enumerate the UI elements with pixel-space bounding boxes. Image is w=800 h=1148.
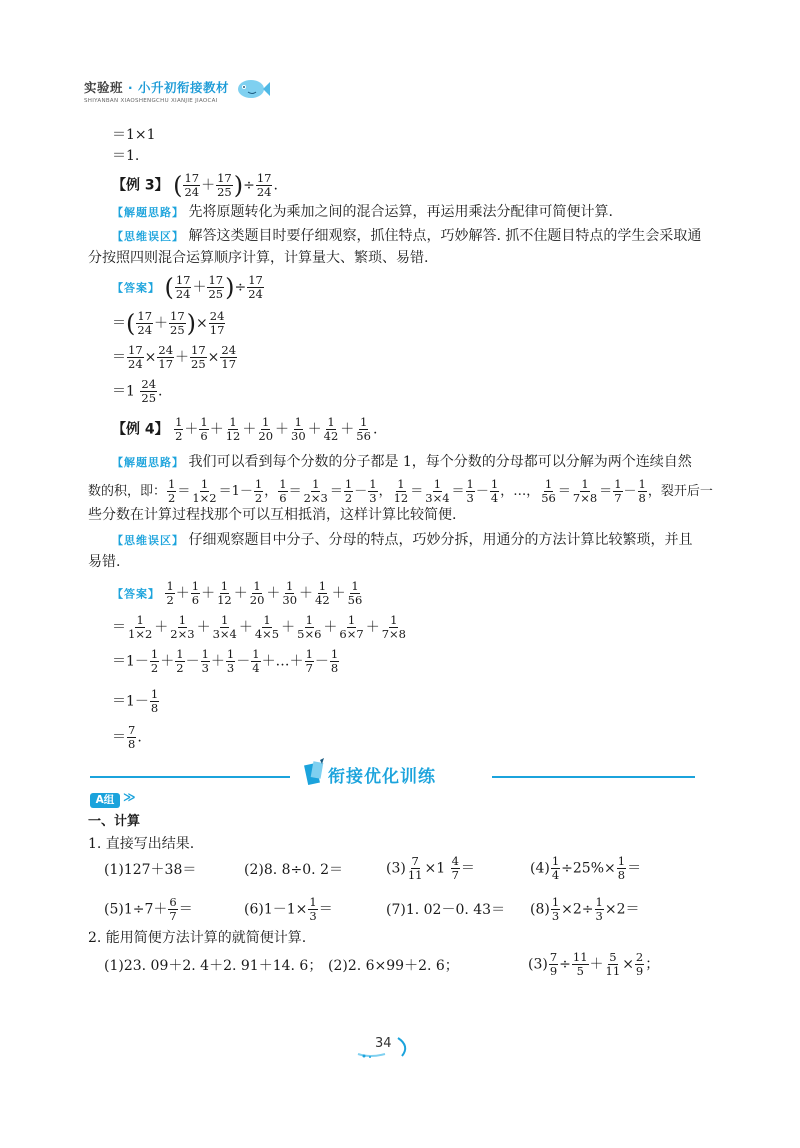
- page-header: [84, 78, 284, 118]
- divider-line-left: [90, 776, 290, 778]
- section-title: 衔接优化训练: [328, 767, 436, 787]
- q1-item-6: (6)1－1× $\frac{1}{3}$ ＝: [244, 895, 333, 923]
- example-4-answer-line-2: ＝ $\frac{1}{1\times 2}$ ＋ $\frac{1}{2\times 3}$ ＋ $\frac{1}{3\times 4}$ ＋ $\frac{1}{4\times 5}$ ＋ $\frac{1}{5\times 6}$ ＋ $\frac{1}{6\times 7}$ ＋ $\frac{1}{7\times 8}$: [112, 613, 406, 641]
- example-4-mistake-line-2: 易错.: [88, 554, 121, 570]
- prev-step-line-1: ＝1×1: [112, 127, 156, 143]
- idea-tag: 【解题思路】: [112, 206, 184, 219]
- example-4-label: 【例 4】: [112, 421, 169, 438]
- calc-section-heading: 一、计算: [88, 814, 141, 829]
- divider-line-right: [492, 776, 695, 778]
- section-title-bar: [90, 766, 695, 788]
- example-3-answer-result: ＝1 $\frac{24}{25}$ .: [112, 377, 163, 405]
- header-pinyin: SHIYANBAN XIAOSHENGCHU XIANJIE JIAOCAI: [84, 98, 218, 104]
- q2-item-3: (3) $\frac{7}{9}$ ÷ $\frac{11}{5}$ ＋ $\frac{5}{11}$ × $\frac{2}{9}$ ；: [528, 950, 660, 978]
- example-4-idea-line-1: 【解题思路】 我们可以看到每个分数的分子都是 1，每个分数的分母都可以分解为两个连续自然: [112, 454, 692, 470]
- example-4-idea-line-2: 数的积，即： $\frac{1}{2}$ ＝ $\frac{1}{1\times 2}$ ＝1－ $\frac{1}{2}$ ， $\frac{1}{6}$ ＝ $\frac{1}{2\times 3}$ ＝ $\frac{1}{2}$ － $\frac{1}{3}$ ， $\frac{1}{12}$ ＝ $\frac{1}{3\times 4}$ ＝ $\frac{1}{3}$ － $\frac{1}{4}$ ，…， $\frac{1}{56}$ ＝ $\frac{1}{7\times 8}$ ＝ $\frac{1}{7}$ － $\frac{1}{8}$ ，裂开后一: [88, 477, 713, 505]
- example-3-label: 【例 3】: [112, 177, 169, 194]
- q1-item-1: (1)127＋38＝: [104, 862, 197, 878]
- example-4-answer-result: ＝ $\frac{7}{8}$ .: [112, 723, 142, 751]
- header-title: 实验班 · 小升初衔接教材: [84, 80, 229, 95]
- example-4-problem: 【例 4】 $\frac{1}{2}$ ＋ $\frac{1}{6}$ ＋ $\frac{1}{12}$ ＋ $\frac{1}{20}$ ＋ $\frac{1}{30}$ ＋ $\frac{1}{42}$ ＋ $\frac{1}{56}$ .: [112, 415, 378, 443]
- q1-item-5: (5)1÷7＋ $\frac{6}{7}$ ＝: [104, 895, 193, 923]
- example-4-answer-line-4: ＝1－ $\frac{1}{8}$: [112, 687, 159, 715]
- q2-item-1: (1)23. 09＋2. 4＋2. 91＋14. 6；: [104, 958, 323, 974]
- prev-step-line-2: ＝1.: [112, 148, 140, 164]
- example-4-mistake-line-1: 【思维误区】 仔细观察题目中分子、分母的特点，巧妙分拆，用通分的方法计算比较繁琐，并且: [112, 532, 693, 548]
- example-4-idea-line-3: 些分数在计算过程找那个可以互相抵消，这样计算比较简便.: [88, 507, 457, 523]
- question-1: 1. 直接写出结果.: [88, 836, 195, 852]
- q1-item-3: (3) $\frac{7}{11}$ ×1 $\frac{4}{7}$ ＝: [386, 854, 475, 882]
- q1-item-4: (4) $\frac{1}{4}$ ÷25%× $\frac{1}{8}$ ＝: [530, 854, 642, 882]
- q1-item-7: (7)1. 02－0. 43＝: [386, 902, 506, 918]
- example-3-problem: 【例 3】 ( $\frac{17}{24}$ ＋ $\frac{17}{25}$ )÷ $\frac{17}{24}$ .: [112, 171, 278, 200]
- group-badge: A组: [90, 793, 120, 808]
- q1-item-2: (2)8. 8÷0. 2＝: [244, 862, 343, 878]
- example-4-answer-line-1: 【答案】 $\frac{1}{2}$ ＋ $\frac{1}{6}$ ＋ $\frac{1}{12}$ ＋ $\frac{1}{20}$ ＋ $\frac{1}{30}$ ＋ $\frac{1}{42}$ ＋ $\frac{1}{56}$: [112, 579, 363, 607]
- example-3-mistake-line-2: 分按照四则混合运算顺序计算，计算量大、繁琐、易错.: [88, 250, 429, 266]
- double-chevron-icon: ≫: [123, 790, 136, 804]
- mistake-tag: 【思维误区】: [112, 230, 184, 243]
- pencil-book-icon: [302, 758, 326, 788]
- question-2: 2. 能用简便方法计算的就简便计算.: [88, 930, 307, 946]
- example-3-answer-line-3: ＝ $\frac{17}{24}$ × $\frac{24}{17}$ ＋ $\frac{17}{25}$ × $\frac{24}{17}$: [112, 343, 237, 371]
- example-3-idea: 【解题思路】 先将原题转化为乘加之间的混合运算，再运用乘法分配律可简便计算.: [112, 204, 613, 220]
- page-number: 34: [375, 1036, 392, 1051]
- q1-item-8: (8) $\frac{1}{3}$ ×2÷ $\frac{1}{3}$ ×2＝: [530, 895, 640, 923]
- answer-tag: 【答案】: [112, 281, 160, 295]
- fish-logo-icon: [234, 76, 270, 102]
- example-3-answer-line-1: 【答案】 ( $\frac{17}{24}$ ＋ $\frac{17}{25}$ )÷ $\frac{17}{24}$: [112, 273, 263, 302]
- example-3-answer-line-2: ＝( $\frac{17}{24}$ ＋ $\frac{17}{25}$ )× $\frac{24}{17}$: [112, 309, 225, 338]
- example-4-answer-line-3: ＝1－ $\frac{1}{2}$ ＋ $\frac{1}{2}$ － $\frac{1}{3}$ ＋ $\frac{1}{3}$ － $\frac{1}{4}$ ＋…＋ $\frac{1}{7}$ － $\frac{1}{8}$: [112, 647, 339, 675]
- example-3-mistake-line-1: 【思维误区】 解答这类题目时要仔细观察，抓住特点，巧妙解答. 抓不住题目特点的学生会采取通: [112, 228, 702, 244]
- q2-item-2: (2)2. 6×99＋2. 6；: [328, 958, 459, 974]
